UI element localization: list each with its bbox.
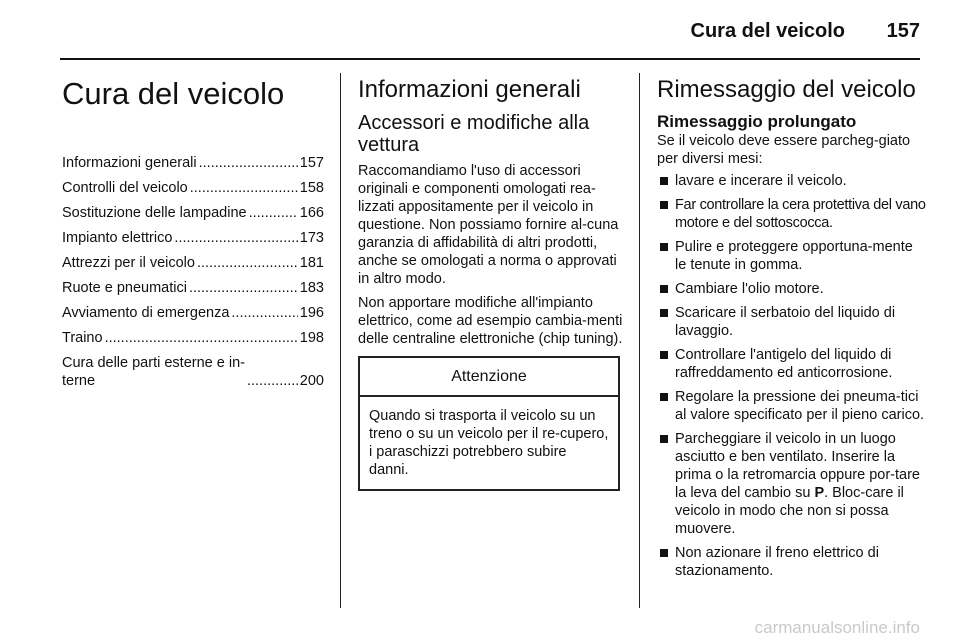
paragraph: Non apportare modifiche all'impianto elettrico, come ad esempio cambia-menti delle centraline elettroniche (chip tuning). [358,295,623,347]
running-header-title: Cura del veicolo [690,20,845,42]
toc-entry-label-wrapper [62,354,245,390]
square-bullet-icon [660,243,668,251]
warning-box [358,356,620,491]
list-item [657,280,927,298]
toc-leader-dots [249,204,298,222]
toc-entry-label: Controlli del veicolo [62,180,188,196]
list-item-text: Regolare la pressione dei pneuma-tici al valore specificato per il pieno carico. [675,389,925,423]
toc-entry[interactable] [62,229,324,247]
square-bullet-icon [660,393,668,401]
toc-entry-label: Traino [62,330,103,346]
list-item-text-before: Parcheggiare il veicolo in un luogo asciutto e ben ventilato. Inserire la prima o la retromarcia oppure por-tare la leva del cambio su [675,431,920,501]
toc-entry-label: Sostituzione delle lampadine [62,205,247,221]
toc-entry-label: Attrezzi per il veicolo [62,255,195,271]
storage-checklist [657,172,927,580]
square-bullet-icon [660,351,668,359]
toc-entry[interactable] [62,179,324,197]
toc-entry-label: Impianto elettrico [62,230,173,246]
page-number: 157 [886,20,920,42]
square-bullet-icon [660,177,668,185]
toc-leader-dots [199,154,298,172]
toc-entry-page: 166 [299,205,324,221]
toc-entry[interactable] [62,304,324,322]
chapter-column [62,76,324,397]
list-item [657,304,927,340]
header-rule [60,58,920,60]
toc-entry[interactable] [62,254,324,272]
toc-entry[interactable] [62,154,324,172]
toc-entry-page: 181 [299,255,324,271]
subsection-title: Accessori e modifiche alla vettura [358,112,590,156]
watermark: carmanualsonline.info [754,618,920,637]
table-of-contents [62,154,324,390]
section-title: Rimessaggio del veicolo [657,76,916,103]
list-item [657,346,927,382]
toc-entry[interactable] [62,354,324,390]
intro-paragraph: Se il veicolo deve essere parcheg-giato per diversi mesi: [657,133,911,167]
toc-entry[interactable] [62,204,324,222]
storage-column [657,76,927,586]
toc-entry[interactable] [62,329,324,347]
list-item [657,430,927,538]
square-bullet-icon [660,549,668,557]
square-bullet-icon [660,201,668,209]
list-item [657,544,927,580]
list-item-text-after: . Bloc-care il veicolo in modo che non si possa muovere. [675,485,904,537]
section-title: Informazioni generali [358,76,581,103]
toc-entry[interactable] [62,279,324,297]
toc-entry-page: 173 [299,230,324,246]
toc-entry-page: 183 [299,280,324,296]
square-bullet-icon [660,435,668,443]
subsection-title: Rimessaggio prolungato [657,112,857,131]
toc-entry-label: Avviamento di emergenza [62,305,230,321]
column-divider-1 [340,73,341,608]
list-item [657,196,927,232]
warning-text: Quando si trasporta il veicolo su un treno o su un veicolo per il re-cupero, i paraschizzi potrebbero subire danni. [369,408,609,478]
list-item [657,172,927,190]
chapter-title: Cura del veicolo [62,76,285,111]
warning-heading: Attenzione [360,358,618,397]
list-item [657,388,927,424]
toc-entry-page: 158 [299,180,324,196]
list-item-text: Controllare l'antigelo del liquido di raffreddamento ed anticorrosione. [675,347,893,381]
square-bullet-icon [660,285,668,293]
list-item-text: Far controllare la cera protettiva del vano motore e del sottoscocca. [675,197,926,231]
toc-leader-dots [190,179,298,197]
toc-entry-page: 198 [299,330,324,346]
toc-leader-dots [197,254,298,272]
toc-entry-label: Ruote e pneumatici [62,280,187,296]
toc-entry-page: 200 [299,373,324,389]
gear-position-p: P [814,485,825,501]
paragraph: Raccomandiamo l'uso di accessori originali e componenti omologati rea-lizzati appositamente per il veicolo in questione. Non possiamo fornire al-cuna garanzia di affidabilità di altri prodotti, anche se omologati a norma o approvati in altro modo. [358,163,619,287]
toc-entry-label: terne [62,373,96,389]
toc-entry-label: Informazioni generali [62,155,197,171]
toc-entry-page: 196 [299,305,324,321]
toc-entry-label-line1: Cura delle parti esterne e in- [62,355,245,371]
toc-leader-dots [189,279,298,297]
list-item [657,238,927,274]
toc-leader-dots [231,304,297,322]
square-bullet-icon [660,309,668,317]
toc-leader-dots [105,329,298,347]
list-item-text: lavare e incerare il veicolo. [675,173,847,189]
toc-leader-dots [174,229,297,247]
list-item-text: Non azionare il freno elettrico di stazionamento. [675,545,879,579]
column-divider-2 [639,73,640,608]
list-item-text: Scaricare il serbatoio del liquido di lavaggio. [675,305,896,339]
toc-leader-dots [247,372,298,390]
toc-entry-page: 157 [299,155,324,171]
general-info-column [358,76,624,491]
list-item-text: Pulire e proteggere opportuna-mente le tenute in gomma. [675,239,913,273]
list-item-text: Cambiare l'olio motore. [675,281,824,297]
